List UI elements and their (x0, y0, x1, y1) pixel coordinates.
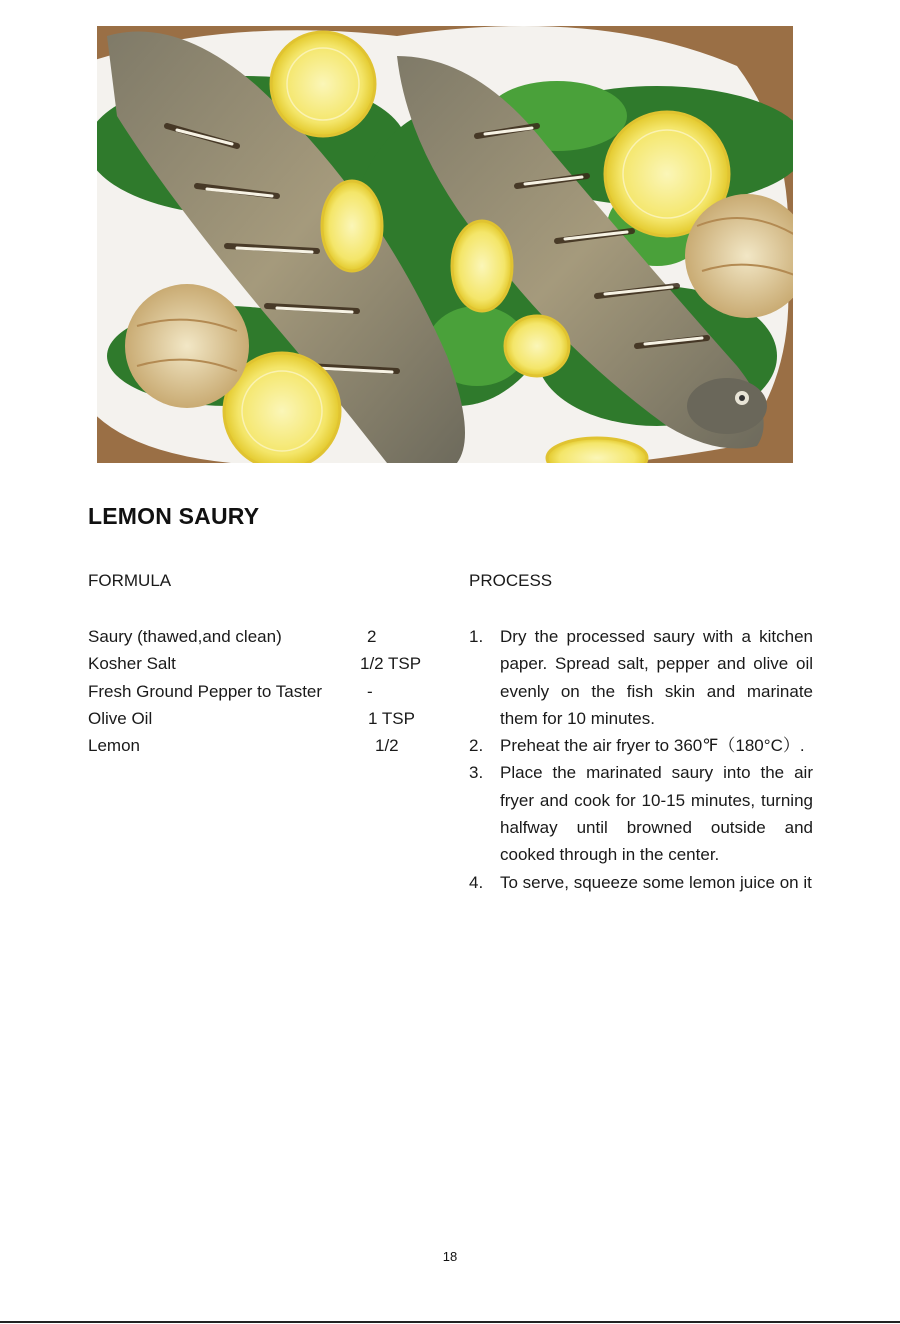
bottom-divider (0, 1321, 900, 1323)
ingredient-row (88, 623, 448, 650)
step-text: Dry the processed saury with a kitchen paper. Spread salt, pepper and olive oil evenly on the fish skin and marinate them for 10 minutes. (500, 627, 813, 728)
grilled-fish-illustration (97, 26, 793, 463)
step-number: 3. (469, 763, 484, 783)
process-step (469, 623, 813, 732)
step-number: 4. (469, 872, 484, 892)
ingredient-name: Fresh Ground Pepper to Taster (88, 681, 323, 701)
ingredient-name: Olive Oil (88, 708, 153, 728)
step-text: Preheat the air fryer to 360℉（180°C）. (500, 736, 805, 756)
recipe-photo (97, 26, 793, 463)
ingredient-amount: 1 TSP (368, 708, 415, 728)
ingredient-list (88, 623, 448, 759)
ingredient-amount: 2 (367, 627, 377, 646)
step-text: To serve, squeeze some lemon juice on it (500, 872, 812, 892)
process-step (469, 869, 813, 896)
ingredient-name: Saury (thawed,and clean) (88, 627, 282, 646)
ingredient-row (88, 705, 448, 732)
step-number: 2. (469, 736, 484, 756)
step-text: Place the marinated saury into the air fryer and cook for 10-15 minutes, turning halfway until browned outside and cooked through in the center. (500, 763, 813, 865)
ingredient-name: Kosher Salt (88, 654, 176, 674)
step-number: 1. (469, 627, 484, 646)
page-number: 18 (442, 1249, 458, 1264)
process-step (469, 759, 813, 868)
ingredient-row (88, 678, 448, 705)
ingredient-amount: - (367, 681, 373, 701)
process-steps (469, 623, 813, 896)
ingredient-row (88, 732, 448, 759)
recipe-title: LEMON SAURY (88, 503, 260, 529)
ingredient-name: Lemon (88, 736, 140, 756)
formula-heading: FORMULA (88, 571, 172, 590)
process-step (469, 732, 813, 759)
ingredient-row (88, 650, 448, 677)
ingredient-amount: 1/2 TSP (360, 654, 422, 674)
process-heading: PROCESS (469, 571, 553, 590)
ingredient-amount: 1/2 (375, 736, 399, 756)
